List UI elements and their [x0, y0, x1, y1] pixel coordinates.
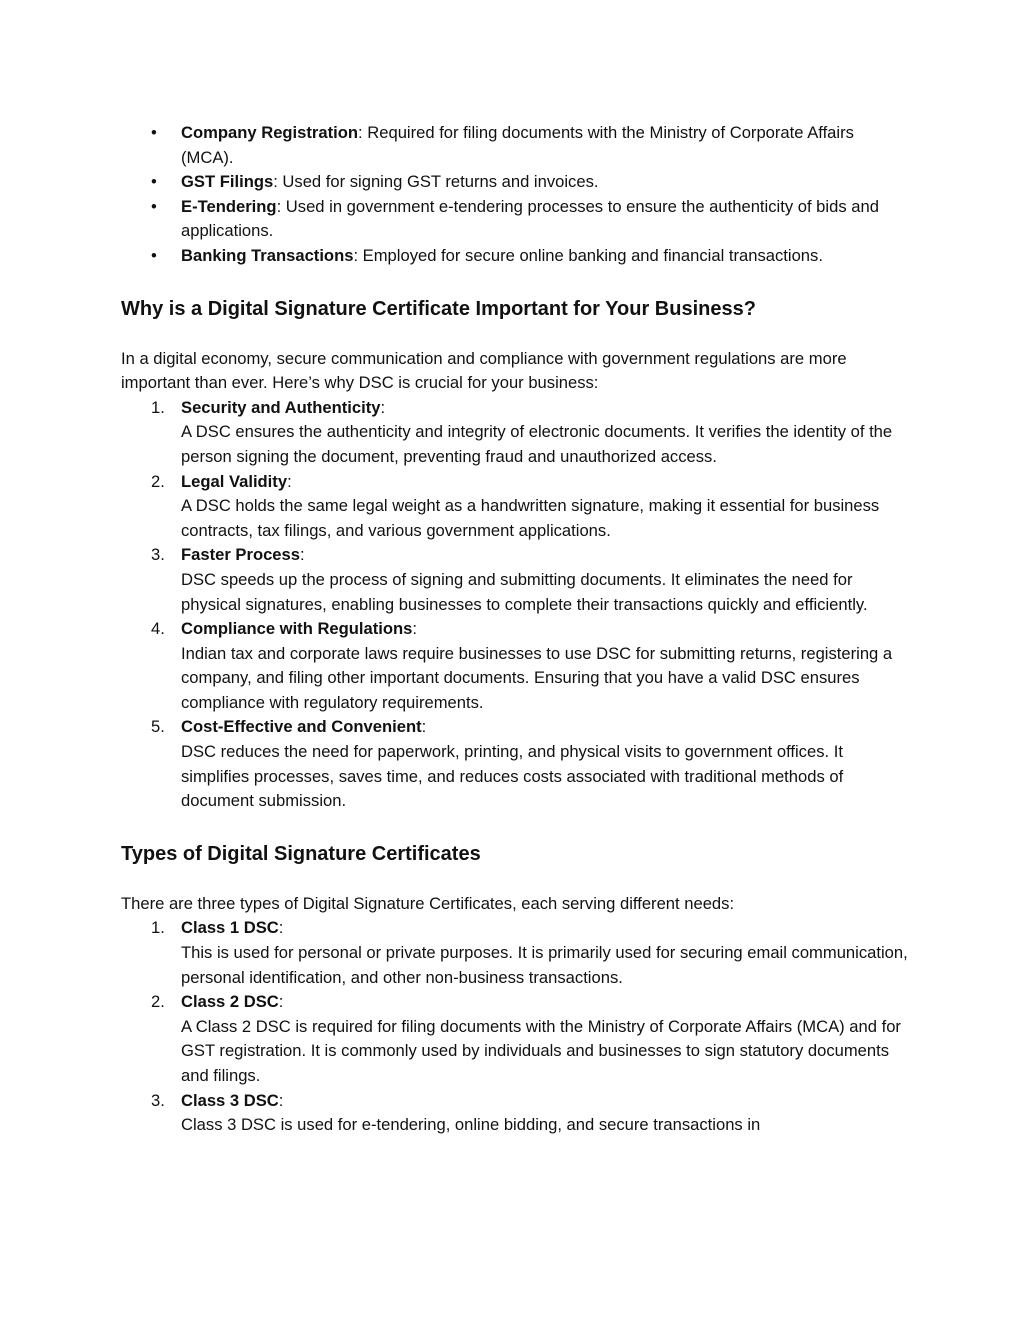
types-list — [121, 916, 911, 1137]
list-item — [121, 396, 911, 470]
item-number: 1. — [151, 918, 165, 938]
item-label: Faster Process — [181, 545, 300, 565]
list-item — [121, 470, 911, 544]
item-colon: : — [380, 397, 386, 417]
item-number: 4. — [151, 619, 165, 639]
item-text: : Used in government e-tendering processes to ensure the authenticity of bids and applications. — [181, 196, 879, 241]
document-page — [121, 121, 911, 1138]
item-description: DSC reduces the need for paperwork, printing, and physical visits to government offices. It simplifies processes, saves time, and reduces costs associated with traditional methods of document submission. — [181, 742, 844, 811]
item-number: 3. — [151, 1090, 165, 1110]
item-colon: : — [287, 471, 292, 491]
item-description: A DSC holds the same legal weight as a handwritten signature, making it essential for business contracts, tax filings, and various government applications. — [181, 496, 880, 540]
item-label: Compliance with Regulations — [181, 619, 413, 639]
item-text: : Employed for secure online banking and financial transactions. — [353, 245, 823, 265]
item-label: Cost-Effective and Convenient — [181, 717, 422, 737]
section-intro: In a digital economy, secure communication and compliance with government regulations are more important than ever. Here’s why DSC is crucial for your business: — [121, 348, 847, 393]
item-label: Company Registration — [181, 123, 359, 142]
item-text: : Required for filing documents with the Ministry of Corporate Affairs (MCA). — [181, 123, 854, 167]
item-number: 1. — [151, 397, 165, 417]
item-number: 3. — [151, 545, 165, 565]
item-description: A Class 2 DSC is required for filing documents with the Ministry of Corporate Affairs (MCA) and for GST registration. It is commonly used by individuals and businesses to sign statutory documents and filings. — [181, 1016, 901, 1085]
section-heading-types: Types of Digital Signature Certificates — [121, 842, 481, 865]
item-label: Banking Transactions — [181, 245, 354, 265]
item-description: Class 3 DSC is used for e-tendering, online bidding, and secure transactions in — [181, 1115, 761, 1135]
item-colon: : — [278, 992, 284, 1012]
list-item — [121, 1089, 911, 1138]
item-colon: : — [421, 717, 427, 737]
section-intro: There are three types of Digital Signature Certificates, each serving different needs: — [121, 893, 735, 913]
list-item — [121, 195, 911, 244]
importance-list — [121, 396, 911, 814]
list-item — [121, 170, 911, 195]
item-description: Indian tax and corporate laws require businesses to use DSC for submitting returns, registering a company, and filing other important documents. Ensuring that you have a valid DSC ensures compliance with regulatory requirements. — [181, 643, 893, 712]
section-heading-importance: Why is a Digital Signature Certificate Important for Your Business? — [121, 297, 756, 320]
item-number: 5. — [151, 717, 165, 737]
item-number: 2. — [151, 992, 165, 1012]
item-text: : Used for signing GST returns and invoices. — [273, 172, 599, 192]
item-label: Legal Validity — [181, 471, 288, 491]
use-cases-list — [121, 121, 911, 269]
list-item — [121, 916, 911, 990]
list-item — [121, 121, 911, 170]
item-description: A DSC ensures the authenticity and integrity of electronic documents. It verifies the identity of the person signing the document, preventing fraud and unauthorized access. — [181, 422, 893, 466]
item-label: Class 2 DSC — [181, 992, 279, 1012]
list-item — [121, 617, 911, 715]
item-label: Class 1 DSC — [181, 918, 279, 938]
item-colon: : — [278, 1090, 284, 1110]
item-label: E-Tendering — [181, 196, 277, 216]
item-colon: : — [412, 619, 418, 639]
list-item — [121, 543, 911, 617]
item-label: Security and Authenticity — [181, 397, 381, 417]
item-description: DSC speeds up the process of signing and submitting documents. It eliminates the need for physical signatures, enabling businesses to complete their transactions quickly and efficiently. — [181, 569, 868, 614]
item-colon: : — [278, 918, 284, 938]
list-item — [121, 715, 911, 813]
list-item — [121, 244, 911, 269]
item-label: Class 3 DSC — [181, 1090, 279, 1110]
item-label: GST Filings — [181, 172, 274, 192]
list-item — [121, 990, 911, 1088]
item-description: This is used for personal or private purposes. It is primarily used for securing email communication, personal identification, and other non-business transactions. — [181, 943, 908, 987]
item-number: 2. — [151, 471, 165, 491]
item-colon: : — [300, 545, 305, 565]
